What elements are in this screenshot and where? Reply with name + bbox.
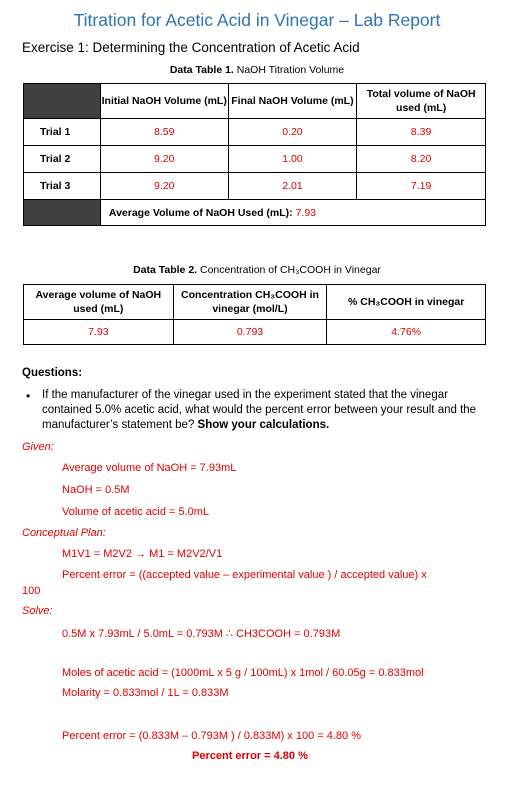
- given-label: Given:: [22, 441, 54, 453]
- question-body: If the manufacturer of the vinegar used in the experiment stated that the vinegar contained 5.0% acetic acid, what would the percent error between your result and the manufacturer’s statement be?: [42, 389, 477, 431]
- table2-caption-rest: Concentration of CH₃COOH in Vinegar: [197, 264, 381, 276]
- table2-header-avg-volume: Average volume of NaOH used (mL): [24, 285, 174, 320]
- initial-volume: 9.20: [100, 146, 228, 173]
- solve-line: Molarity = 0.833mol / 1L = 0.833M: [62, 687, 229, 699]
- average-volume-value: 7.93: [295, 206, 317, 219]
- plan-line: 100: [22, 585, 41, 597]
- percent-value: 4.76%: [327, 320, 486, 345]
- given-line: NaOH = 0.5M: [62, 484, 130, 496]
- initial-volume: 9.20: [100, 173, 228, 200]
- table2-caption-bold: Data Table 2.: [133, 264, 198, 276]
- final-volume: 1.00: [228, 146, 357, 173]
- trial-label: Trial 2: [24, 146, 101, 173]
- table-row: [24, 146, 486, 173]
- questions-heading: Questions:: [22, 367, 83, 379]
- table2-header-concentration: Concentration CH₃COOH in vinegar (mol/L): [173, 285, 327, 320]
- total-volume: 8.20: [357, 146, 486, 173]
- final-answer: Percent error = 4.80 %: [192, 750, 308, 762]
- table1-header-row: [24, 84, 486, 119]
- table1-average-dark-cell: [24, 200, 101, 226]
- table1-header-initial: Initial NaOH Volume (mL): [100, 84, 228, 119]
- given-line: Volume of acetic acid = 5.0mL: [62, 506, 210, 518]
- solve-line: Moles of acetic acid = (1000mL x 5 g / 100mL) x 1mol / 60.05g = 0.833mol: [62, 667, 424, 679]
- trial-label: Trial 3: [24, 173, 101, 200]
- question-bold: Show your calculations.: [194, 419, 330, 431]
- report-title: Titration for Acetic Acid in Vinegar – Lab Report: [73, 10, 441, 30]
- plan-line: M1V1 = M2V2 → M1 = M2V2/V1: [62, 548, 223, 560]
- table1-average-cell: [100, 200, 485, 226]
- final-volume: 0.20: [228, 119, 357, 146]
- final-volume: 2.01: [228, 173, 357, 200]
- given-line: Average volume of NaOH = 7.93mL: [62, 462, 237, 474]
- table1-average-row: [24, 200, 486, 226]
- initial-volume: 8.59: [100, 119, 228, 146]
- table1-header-final: Final NaOH Volume (mL): [228, 84, 357, 119]
- table2-header-percent: % CH₃COOH in vinegar: [327, 285, 486, 320]
- question-text: [42, 388, 482, 433]
- exercise-heading: Exercise 1: Determining the Concentration of Acetic Acid: [22, 40, 360, 55]
- table-row: [24, 320, 486, 345]
- table1: [23, 83, 486, 226]
- table1-corner-cell: [24, 84, 101, 119]
- total-volume: 8.39: [357, 119, 486, 146]
- table2-caption: [0, 264, 514, 276]
- solve-line: Percent error = (0.833M – 0.793M ) / 0.833M) x 100 = 4.80 %: [62, 730, 361, 742]
- table1-header-total: Total volume of NaOH used (mL): [357, 84, 486, 119]
- avg-volume-value: 7.93: [24, 320, 174, 345]
- trial-label: Trial 1: [24, 119, 101, 146]
- concentration-value: 0.793: [173, 320, 327, 345]
- table-row: [24, 173, 486, 200]
- table2: [23, 284, 486, 345]
- solve-line: 0.5M x 7.93mL / 5.0mL = 0.793M ∴ CH3COOH = 0.793M: [62, 628, 341, 640]
- table1-caption-rest: NaOH Titration Volume: [233, 64, 345, 76]
- plan-line: Percent error = ((accepted value – experimental value ) / accepted value) x: [62, 569, 427, 581]
- table1-caption: [0, 64, 514, 76]
- total-volume: 7.19: [357, 173, 486, 200]
- table1-caption-bold: Data Table 1.: [169, 64, 234, 76]
- table2-header-row: [24, 285, 486, 320]
- bullet-icon: •: [26, 389, 31, 403]
- plan-label: Conceptual Plan:: [22, 527, 106, 539]
- table-row: [24, 119, 486, 146]
- solve-label: Solve:: [22, 605, 53, 617]
- average-volume-label: Average Volume of NaOH Used (mL):: [108, 206, 293, 219]
